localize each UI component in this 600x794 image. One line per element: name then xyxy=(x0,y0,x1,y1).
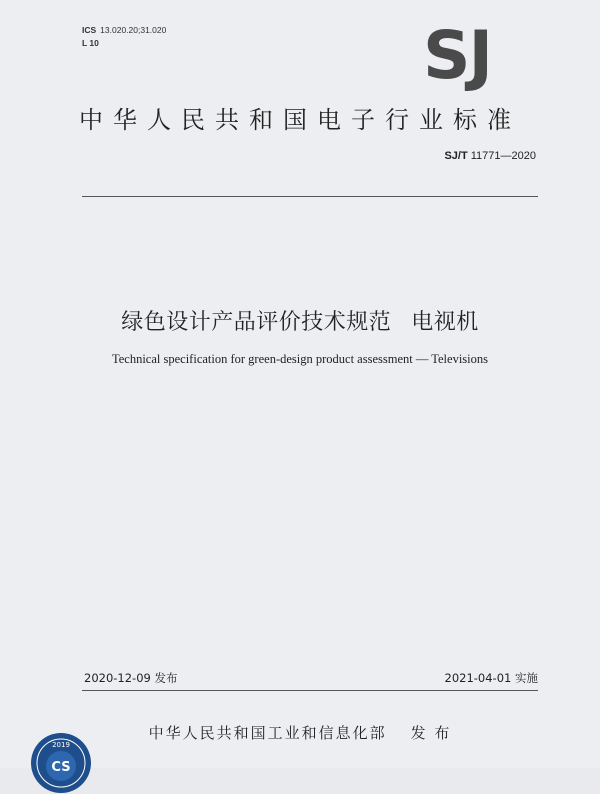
bottom-divider xyxy=(82,690,538,691)
standard-organization-title: 中华人民共和国电子行业标准 xyxy=(79,106,521,134)
title-zh-sub: 电视机 xyxy=(411,310,479,335)
issue-date: 2020-12-09 发布 xyxy=(84,671,178,685)
sj-logo: SJ xyxy=(422,17,492,94)
title-zh-main: 绿色设计产品评价技术规范 xyxy=(121,310,392,335)
standard-number-prefix: SJ/T xyxy=(444,150,468,162)
document-title-en: Technical specification for green-design product assessment — Televisions xyxy=(111,352,489,366)
top-divider xyxy=(82,196,538,197)
class-code: L 10 xyxy=(82,38,99,48)
seal-year: 2019 xyxy=(52,741,70,749)
ics-label: ICS xyxy=(82,25,97,35)
publish-action: 发 布 xyxy=(410,724,452,742)
classification-codes xyxy=(82,24,166,50)
publisher-name: 中华人民共和国工业和信息化部 xyxy=(148,724,387,742)
certification-seal-icon xyxy=(30,732,92,794)
standard-number xyxy=(444,150,536,162)
ics-code: 13.020.20;31.020 xyxy=(100,25,167,35)
implementation-date: 2021-04-01 实施 xyxy=(444,671,538,685)
document-title-zh xyxy=(0,305,600,336)
seal-center-text: CS xyxy=(51,760,71,775)
standard-number-value: 11771—2020 xyxy=(470,150,536,162)
ics-line xyxy=(82,24,166,37)
